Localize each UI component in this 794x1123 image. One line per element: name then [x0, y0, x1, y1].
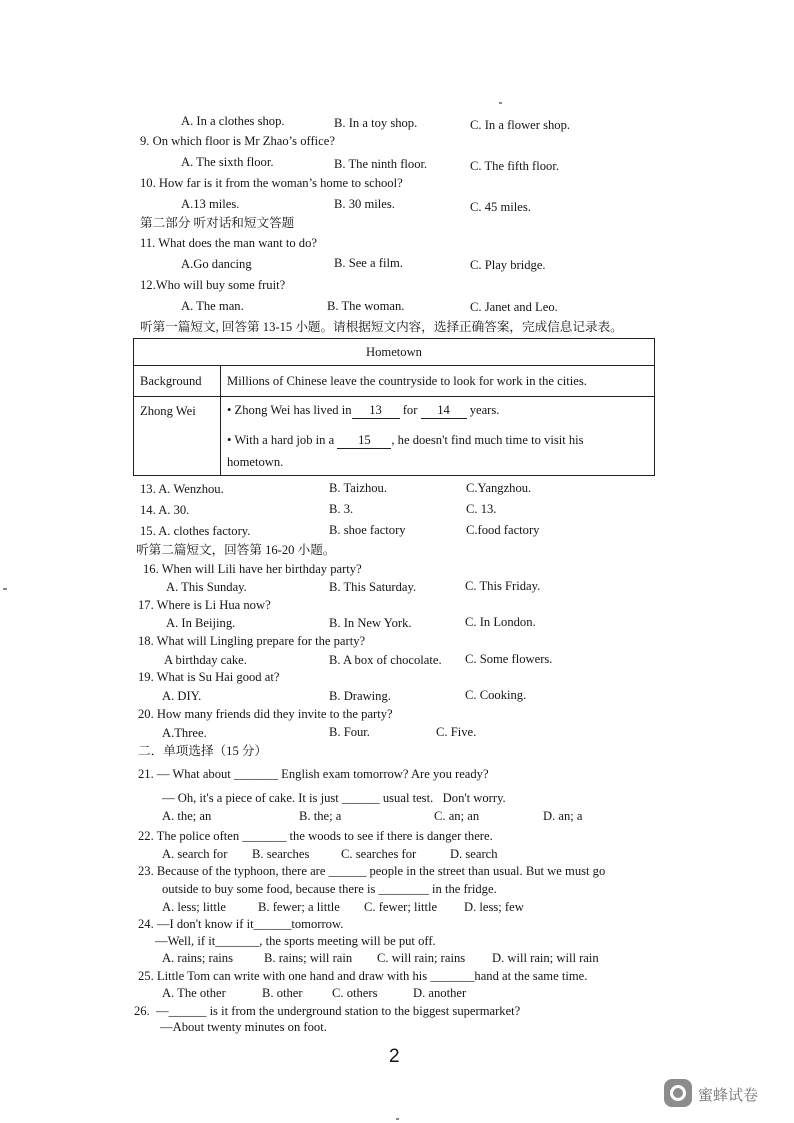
passage1-instruction: 听第一篇短文, 回答第 13-15 小题。请根据短文内容，选择正确答案，完成信息记录表。 [140, 320, 623, 334]
table-background-text: Millions of Chinese leave the countryside to look for work in the cities. [221, 366, 655, 397]
q11-option-b: B. See a film. [334, 256, 403, 270]
q25-option-d: D. another [413, 986, 467, 1000]
q25-option-c: C. others [332, 986, 378, 1000]
q11-option-c: C. Play bridge. [470, 258, 546, 272]
q9-option-a: A. The sixth floor. [181, 155, 274, 169]
q24-option-d: D. will rain; will rain [492, 951, 599, 965]
table-zhong-wei-cell [221, 397, 655, 476]
part2-heading: 第二部分 听对话和短文答题 [140, 216, 295, 230]
q10-question: 10. How far is it from the woman’s home to school? [140, 176, 403, 190]
scan-mark [3, 588, 7, 590]
q9-option-b: B. The ninth floor. [334, 157, 428, 171]
q19-option-a: A. DIY. [162, 689, 202, 703]
q25-option-a: A. The other [162, 986, 226, 1000]
q21-option-a: A. the; an [162, 809, 212, 823]
q14-option-a: 14. A. 30. [140, 503, 190, 517]
q23-option-b: B. fewer; a little [258, 900, 340, 914]
section2-heading: 二．单项选择（15 分） [138, 744, 268, 758]
q8-option-c: C. In a flower shop. [470, 118, 571, 132]
q17-option-c: C. In London. [465, 615, 536, 629]
q9-question: 9. On which floor is Mr Zhao’s office? [140, 134, 335, 148]
q24-option-b: B. rains; will rain [264, 951, 353, 965]
q9-option-c: C. The fifth floor. [470, 159, 559, 173]
q19-question: 19. What is Su Hai good at? [138, 670, 280, 684]
q12-option-c: C. Janet and Leo. [470, 300, 558, 314]
q15-option-a: 15. A. clothes factory. [140, 524, 251, 538]
q23-option-c: C. fewer; little [364, 900, 438, 914]
watermark [664, 1078, 774, 1112]
q11-option-a: A.Go dancing [181, 257, 252, 271]
q17-question: 17. Where is Li Hua now? [138, 598, 271, 612]
q13-option-b: B. Taizhou. [329, 481, 387, 495]
q23-line-2: outside to buy some food, because there is ________ in the fridge. [162, 882, 497, 896]
q22-option-d: D. search [450, 847, 498, 861]
q18-option-a: A birthday cake. [164, 653, 247, 667]
q14-option-b: B. 3. [329, 502, 354, 516]
q22-option-b: B. searches [252, 847, 310, 861]
zhong-wei-line-1: • Zhong Wei has lived in 13 for 14 years. [227, 403, 500, 417]
q16-option-a: A. This Sunday. [166, 580, 247, 594]
q19-option-b: B. Drawing. [329, 689, 391, 703]
zhong-wei-line-2: • With a hard job in a 15 , he doesn't find much time to visit his [227, 433, 584, 447]
scan-mark [499, 102, 502, 104]
q24-option-a: A. rains; rains [162, 951, 233, 965]
q20-question: 20. How many friends did they invite to the party? [138, 707, 393, 721]
q21-option-c: C. an; an [434, 809, 480, 823]
q26-line-1: 26. —______ is it from the underground station to the biggest supermarket? [134, 1004, 521, 1018]
table-title: Hometown [134, 339, 655, 366]
zhong-wei-line-3: hometown. [227, 455, 284, 469]
q15-option-c: C.food factory [466, 523, 540, 537]
q25-line-1: 25. Little Tom can write with one hand and draw with his _______hand at the same time. [138, 969, 588, 983]
q20-option-b: B. Four. [329, 725, 370, 739]
q18-question: 18. What will Lingling prepare for the party? [138, 634, 366, 648]
q26-line-2: —About twenty minutes on foot. [160, 1020, 327, 1034]
blank-14: 14 [421, 403, 467, 419]
q16-option-c: C. This Friday. [465, 579, 541, 593]
q22-option-c: C. searches for [341, 847, 417, 861]
q18-option-b: B. A box of chocolate. [329, 653, 442, 667]
q12-option-b: B. The woman. [327, 299, 405, 313]
q17-option-a: A. In Beijing. [166, 616, 236, 630]
q17-option-b: B. In New York. [329, 616, 412, 630]
q23-line-1: 23. Because of the typhoon, there are ______ people in the street than usual. But we must go [138, 864, 606, 878]
q20-option-c: C. Five. [436, 725, 477, 739]
q24-option-c: C. will rain; rains [377, 951, 466, 965]
q24-line-1: 24. —I don't know if it______tomorrow. [138, 917, 344, 931]
q12-question: 12.Who will buy some fruit? [140, 278, 286, 292]
q16-option-b: B. This Saturday. [329, 580, 417, 594]
q25-option-b: B. other [262, 986, 303, 1000]
table-label-background: Background [134, 366, 221, 397]
q19-option-c: C. Cooking. [465, 688, 527, 702]
q20-option-a: A.Three. [162, 726, 207, 740]
table-label-zhong-wei: Zhong Wei [134, 397, 221, 476]
q13-option-a: 13. A. Wenzhou. [140, 482, 224, 496]
q21-line-2: — Oh, it's a piece of cake. It is just ______ usual test. Don't worry. [162, 791, 506, 805]
q23-option-a: A. less; little [162, 900, 227, 914]
watermark-text: 蜜蜂试卷 [698, 1086, 759, 1104]
q10-option-a: A.13 miles. [181, 197, 240, 211]
q18-option-c: C. Some flowers. [465, 652, 553, 666]
q23-option-d: D. less; few [464, 900, 524, 914]
q11-question: 11. What does the man want to do? [140, 236, 317, 250]
page-number: 2 [389, 1046, 400, 1067]
q21-option-d: D. an; a [543, 809, 583, 823]
q8-option-b: B. In a toy shop. [334, 116, 418, 130]
blank-13: 13 [352, 403, 400, 419]
q21-line-1: 21. — What about _______ English exam tomorrow? Are you ready? [138, 767, 489, 781]
passage2-instruction: 听第二篇短文，回答第 16-20 小题。 [136, 543, 336, 557]
q8-option-a: A. In a clothes shop. [181, 114, 285, 128]
q21-option-b: B. the; a [299, 809, 342, 823]
q24-line-2: —Well, if it_______, the sports meeting will be put off. [155, 934, 436, 948]
q22-option-a: A. search for [162, 847, 228, 861]
q10-option-b: B. 30 miles. [334, 197, 395, 211]
bee-logo-icon [664, 1079, 692, 1107]
blank-15: 15 [337, 433, 391, 449]
q14-option-c: C. 13. [466, 502, 497, 516]
q13-option-c: C.Yangzhou. [466, 481, 532, 495]
q16-question: 16. When will Lili have her birthday party? [143, 562, 362, 576]
q10-option-c: C. 45 miles. [470, 200, 531, 214]
q22-line-1: 22. The police often _______ the woods to see if there is danger there. [138, 829, 493, 843]
scan-mark [396, 1118, 399, 1120]
hometown-info-table [133, 338, 655, 476]
q15-option-b: B. shoe factory [329, 523, 406, 537]
q12-option-a: A. The man. [181, 299, 244, 313]
